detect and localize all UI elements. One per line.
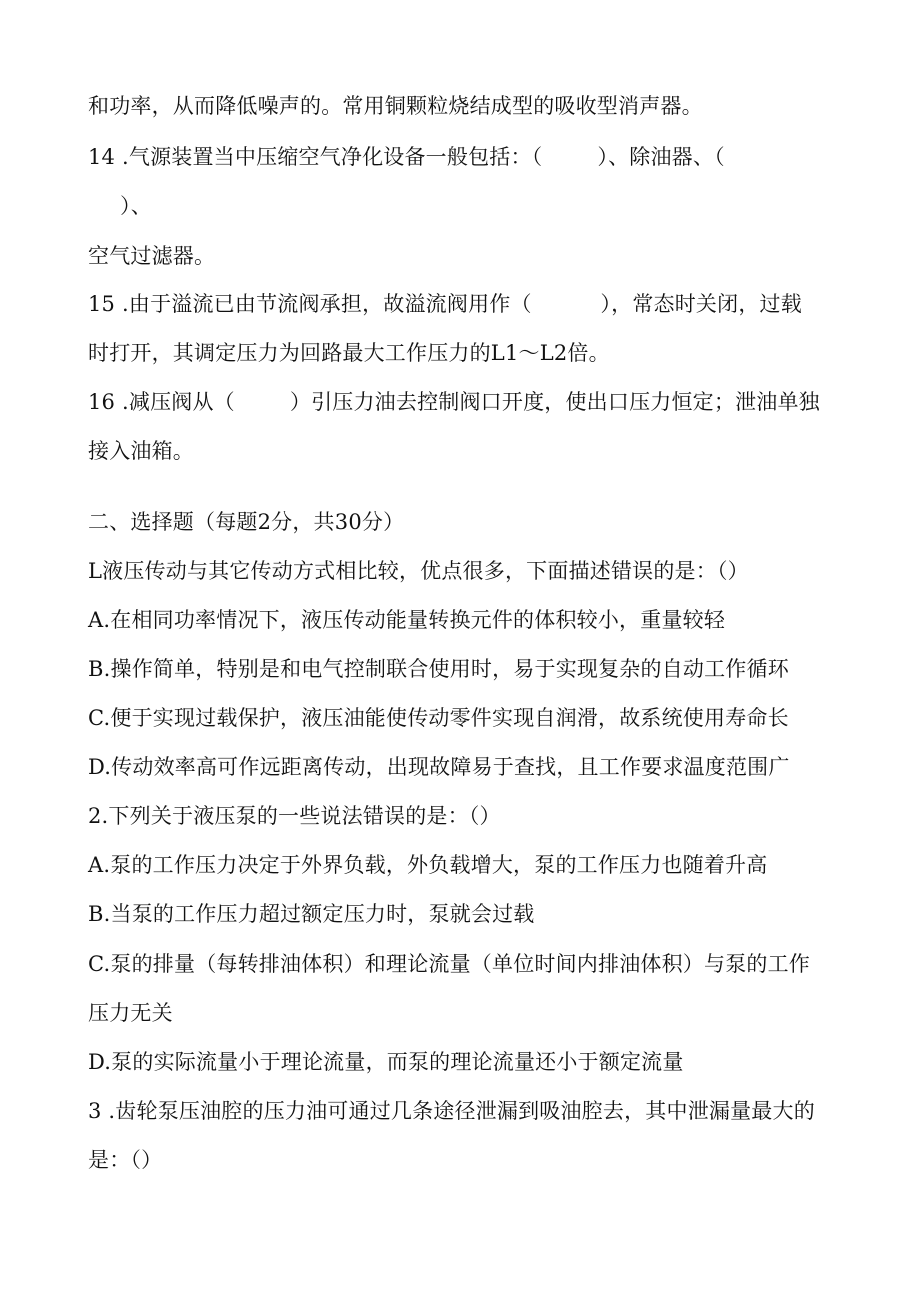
mc-question-2-option-d: D.泵的实际流量小于理论流量，而泵的理论流量还小于额定流量 xyxy=(88,1050,684,1074)
mc-question-2-option-a: A.泵的工作压力决定于外界负载，外负载增大，泵的工作压力也随着升高 xyxy=(88,853,768,877)
mc-question-1-option-d: D.传动效率高可作远距离传动，出现故障易于查找，且工作要求温度范围广 xyxy=(88,755,790,779)
question-14-line-1: 14 .气源装置当中压缩空气净化设备一般包括：（ ）、除油器、（ xyxy=(88,145,725,169)
mc-question-3-line-2: 是：（） xyxy=(88,1148,163,1172)
question-15-line-2: 时打开，其调定压力为回路最大工作压力的L1～L2倍。 xyxy=(88,341,610,365)
question-14-line-2: ）、 xyxy=(120,194,152,218)
mc-question-3-line-1: 3 .齿轮泵压油腔的压力油可通过几条途径泄漏到吸油腔去，其中泄漏量最大的 xyxy=(88,1099,815,1123)
section-heading: 二、选择题（每题2分，共30分） xyxy=(88,510,405,534)
mc-question-1-option-b: B.操作简单，特别是和电气控制联合使用时，易于实现复杂的自动工作循环 xyxy=(88,657,789,681)
mc-question-2-option-b: B.当泵的工作压力超过额定压力时，泵就会过载 xyxy=(88,902,535,926)
question-15-line-1: 15 .由于溢流已由节流阀承担，故溢流阀用作（ ），常态时关闭，过载 xyxy=(88,292,802,316)
mc-question-1: L液压传动与其它传动方式相比较，优点很多，下面描述错误的是：（） xyxy=(88,559,749,583)
question-16-line-2: 接入油箱。 xyxy=(88,439,194,463)
text-line: 和功率，从而降低噪声的。常用铜颗粒烧结成型的吸收型消声器。 xyxy=(88,94,703,118)
mc-question-1-option-c: C.便于实现过载保护，液压油能使传动零件实现自润滑，故系统使用寿命长 xyxy=(88,706,789,730)
mc-question-1-option-a: A.在相同功率情况下，液压传动能量转换元件的体积较小，重量较轻 xyxy=(88,608,726,632)
mc-question-2-option-c-line-1: C.泵的排量（每转排油体积）和理论流量（单位时间内排油体积）与泵的工作 xyxy=(88,952,810,976)
mc-question-2: 2.下列关于液压泵的一些说法错误的是：（） xyxy=(88,804,501,828)
question-16-line-1: 16 .减压阀从（ ）引压力油去控制阀口开度，使出口压力恒定；泄油单独 xyxy=(88,390,820,414)
question-14-line-3: 空气过滤器。 xyxy=(88,244,216,268)
mc-question-2-option-c-line-2: 压力无关 xyxy=(88,1001,173,1025)
